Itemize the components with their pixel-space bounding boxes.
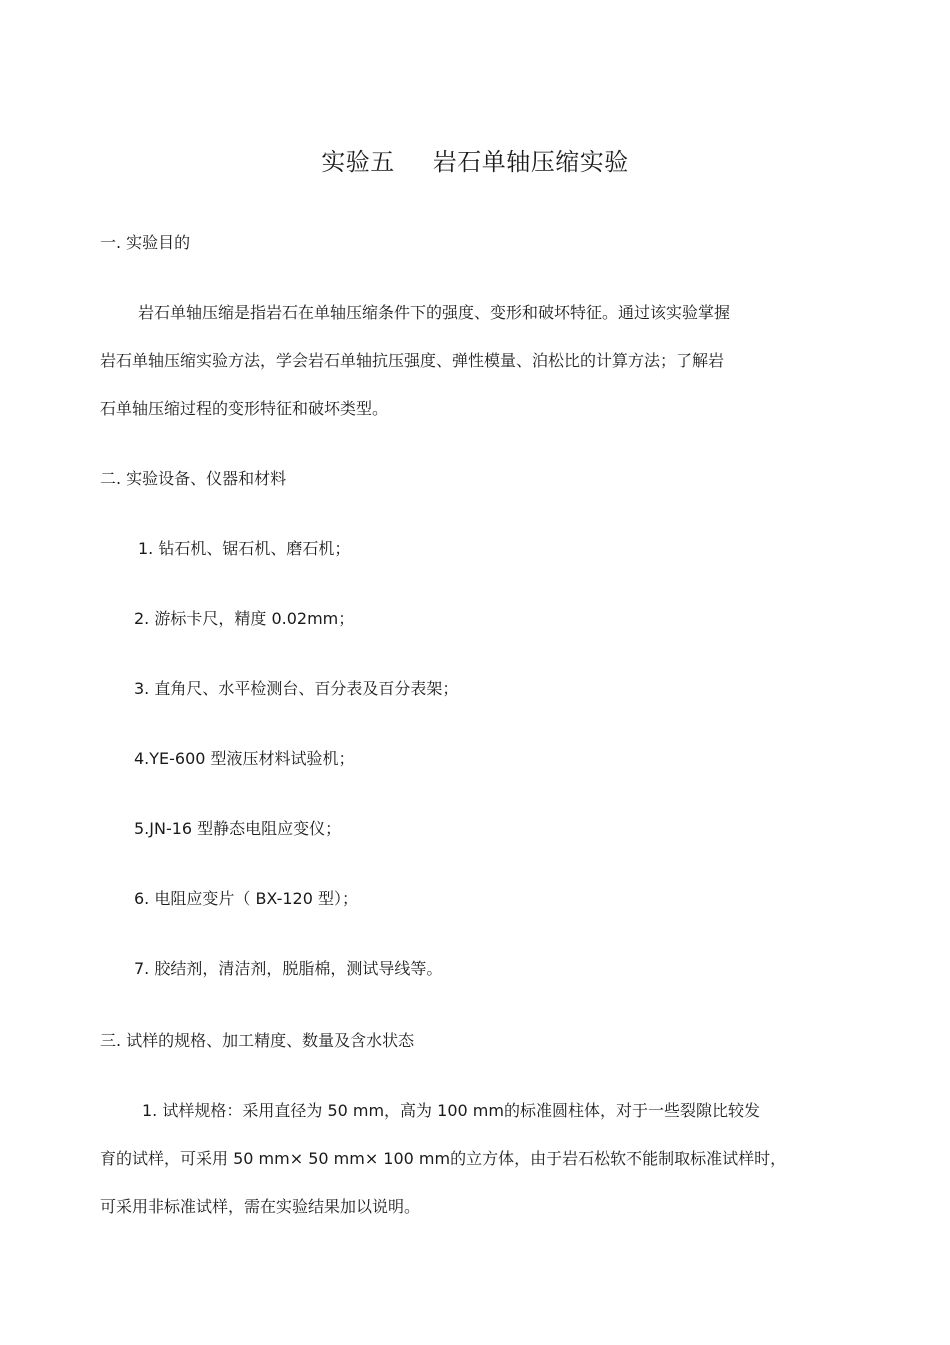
list-item: 5.JN-16 型静态电阻应变仪； xyxy=(134,819,342,838)
paragraph-line: 岩石单轴压缩实验方法，学会岩石单轴抗压强度、弹性模量、泊松比的计算方法；了解岩 xyxy=(100,351,725,370)
section-heading-purpose: 一. 实验目的 xyxy=(100,233,191,252)
list-item: 7. 胶结剂，清洁剂，脱脂棉，测试导线等。 xyxy=(134,959,443,978)
section-heading-specimen: 三. 试样的规格、加工精度、数量及含水状态 xyxy=(100,1031,415,1050)
list-item: 1. 钻石机、锯石机、磨石机； xyxy=(138,539,351,558)
paragraph-line: 可采用非标准试样，需在实验结果加以说明。 xyxy=(100,1197,421,1216)
experiment-number: 实验五 xyxy=(321,148,395,176)
list-item: 2. 游标卡尺，精度 0.02mm； xyxy=(134,609,355,628)
paragraph-line: 1. 试样规格：采用直径为 50 mm，高为 100 mm的标准圆柱体，对于一些裂隙比较发 xyxy=(142,1101,760,1120)
list-item: 4.YE-600 型液压材料试验机； xyxy=(134,749,355,768)
paragraph-line: 石单轴压缩过程的变形特征和破坏类型。 xyxy=(100,399,389,418)
experiment-name: 岩石单轴压缩实验 xyxy=(432,148,629,176)
paragraph-line: 育的试样，可采用 50 mm× 50 mm× 100 mm的立方体，由于岩石松软不能制取标准试样时， xyxy=(100,1149,787,1168)
section-heading-equipment: 二. 实验设备、仪器和材料 xyxy=(100,469,287,488)
list-item: 3. 直角尺、水平检测台、百分表及百分表架； xyxy=(134,679,459,698)
page-title xyxy=(0,146,950,178)
list-item: 6. 电阻应变片（ BX-120 型）； xyxy=(134,889,358,908)
paragraph-line: 岩石单轴压缩是指岩石在单轴压缩条件下的强度、变形和破坏特征。通过该实验掌握 xyxy=(138,303,731,322)
